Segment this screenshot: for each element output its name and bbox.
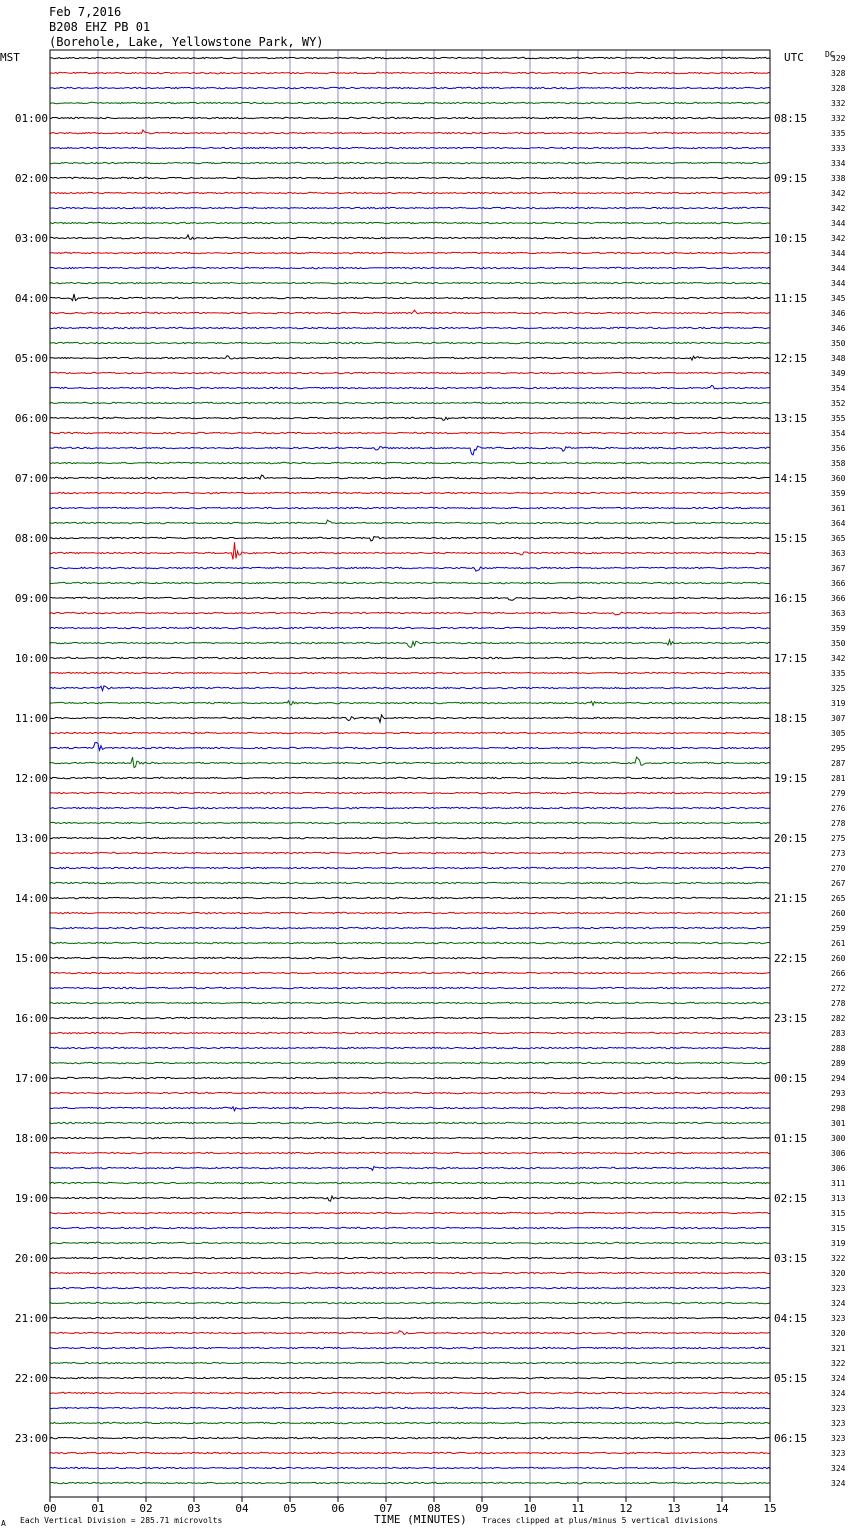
trace-line xyxy=(50,912,770,913)
trace-line xyxy=(50,1437,770,1438)
dc-offset-label: 324 xyxy=(831,1374,846,1383)
x-tick-label: 14 xyxy=(715,1502,729,1515)
dc-offset-label: 307 xyxy=(831,714,846,723)
dc-offset-label: 358 xyxy=(831,459,846,468)
trace-line xyxy=(50,1122,770,1123)
trace-line xyxy=(50,1331,770,1335)
dc-offset-label: 354 xyxy=(831,429,846,438)
trace-line xyxy=(50,942,770,943)
x-tick-label: 02 xyxy=(139,1502,153,1515)
dc-offset-label: 272 xyxy=(831,984,846,993)
dc-offset-label: 366 xyxy=(831,579,846,588)
trace-line xyxy=(50,235,770,239)
trace-line xyxy=(50,897,770,898)
dc-offset-labels xyxy=(831,54,846,1488)
trace-line xyxy=(50,252,770,253)
dc-offset-label: 332 xyxy=(831,114,846,123)
trace-line xyxy=(50,327,770,328)
x-tick-label: 07 xyxy=(379,1502,393,1515)
trace-line xyxy=(50,1362,770,1363)
x-tick-label: 00 xyxy=(43,1502,57,1515)
dc-offset-label: 315 xyxy=(831,1224,846,1233)
utc-hour-label: 15:15 xyxy=(774,532,808,545)
trace-line xyxy=(50,162,770,163)
trace-line xyxy=(50,507,770,508)
dc-offset-label: 320 xyxy=(831,1269,846,1278)
trace-line xyxy=(50,597,770,600)
dc-offset-label: 366 xyxy=(831,594,846,603)
dc-offset-label: 332 xyxy=(831,99,846,108)
mst-hour-label: 18:00 xyxy=(14,1132,48,1145)
trace-line xyxy=(50,1182,770,1183)
utc-hour-label: 06:15 xyxy=(774,1432,808,1445)
trace-line xyxy=(50,1017,770,1018)
scale-note: Each Vertical Division = 285.71 microvolts xyxy=(20,1516,223,1525)
mst-hour-label: 13:00 xyxy=(14,832,48,845)
dc-offset-label: 354 xyxy=(831,384,846,393)
trace-line xyxy=(50,1302,770,1303)
trace-line xyxy=(50,1166,770,1170)
x-tick-label: 10 xyxy=(523,1502,537,1515)
trace-line xyxy=(50,1422,770,1423)
trace-line xyxy=(50,732,770,733)
dc-offset-label: 349 xyxy=(831,369,846,378)
trace-line xyxy=(50,130,770,134)
trace-line xyxy=(50,807,770,808)
mst-hour-label: 02:00 xyxy=(14,172,48,185)
dc-offset-label: 289 xyxy=(831,1059,846,1068)
dc-offset-label: 283 xyxy=(831,1029,846,1038)
dc-offset-label: 278 xyxy=(831,999,846,1008)
dc-offset-label: 293 xyxy=(831,1089,846,1098)
mst-hour-label: 15:00 xyxy=(14,952,48,965)
dc-offset-label: 355 xyxy=(831,414,846,423)
dc-offset-label: 270 xyxy=(831,864,846,873)
dc-offset-label: 323 xyxy=(831,1449,846,1458)
utc-hour-label: 01:15 xyxy=(774,1132,808,1145)
trace-line xyxy=(50,715,770,722)
trace-line xyxy=(50,1377,770,1378)
trace-line xyxy=(50,222,770,223)
utc-hour-label: 08:15 xyxy=(774,112,808,125)
dc-offset-label: 259 xyxy=(831,924,846,933)
dc-offset-label: 359 xyxy=(831,624,846,633)
trace-line xyxy=(50,192,770,193)
seismic-traces xyxy=(50,57,770,1483)
dc-offset-label: 334 xyxy=(831,159,846,168)
mst-hour-label: 08:00 xyxy=(14,532,48,545)
trace-line xyxy=(50,1107,770,1111)
header-date: Feb 7,2016 xyxy=(49,5,122,19)
dc-offset-label: 321 xyxy=(831,1344,846,1353)
trace-line xyxy=(50,1392,770,1393)
trace-line xyxy=(50,462,770,463)
utc-hour-label: 09:15 xyxy=(774,172,808,185)
dc-offset-label: 323 xyxy=(831,1419,846,1428)
trace-line xyxy=(50,1407,770,1408)
trace-line xyxy=(50,852,770,853)
trace-line xyxy=(50,743,770,751)
dc-offset-label: 282 xyxy=(831,1014,846,1023)
trace-line xyxy=(50,372,770,373)
trace-line xyxy=(50,701,770,706)
trace-line xyxy=(50,777,770,778)
trace-line xyxy=(50,147,770,148)
dc-offset-label: 342 xyxy=(831,234,846,243)
dc-offset-label: 266 xyxy=(831,969,846,978)
utc-hour-label: 11:15 xyxy=(774,292,808,305)
utc-hour-label: 04:15 xyxy=(774,1312,808,1325)
trace-line xyxy=(50,1137,770,1138)
dc-offset-label: 311 xyxy=(831,1179,846,1188)
dc-offset-label: 322 xyxy=(831,1359,846,1368)
trace-line xyxy=(50,1482,770,1483)
trace-line xyxy=(50,627,770,628)
utc-hour-label: 14:15 xyxy=(774,472,808,485)
trace-line xyxy=(50,402,770,403)
dc-offset-label: 328 xyxy=(831,84,846,93)
dc-offset-label: 345 xyxy=(831,294,846,303)
trace-line xyxy=(50,1242,770,1243)
trace-line xyxy=(50,446,770,455)
x-tick-label: 12 xyxy=(619,1502,633,1515)
utc-hour-label: 00:15 xyxy=(774,1072,808,1085)
trace-line xyxy=(50,757,770,768)
trace-line xyxy=(50,1287,770,1288)
trace-line xyxy=(50,657,770,658)
trace-line xyxy=(50,837,770,838)
utc-hour-label: 20:15 xyxy=(774,832,808,845)
dc-offset-label: 363 xyxy=(831,549,846,558)
trace-line xyxy=(50,867,770,868)
dc-offset-label: 324 xyxy=(831,1299,846,1308)
mst-hour-label: 23:00 xyxy=(14,1432,48,1445)
trace-line xyxy=(50,342,770,343)
dc-offset-label: 365 xyxy=(831,534,846,543)
mst-hour-label: 05:00 xyxy=(14,352,48,365)
trace-line xyxy=(50,87,770,88)
dc-offset-label: 335 xyxy=(831,129,846,138)
utc-axis-title: UTC xyxy=(784,51,804,64)
mst-hour-labels xyxy=(15,112,48,1445)
dc-offset-label: 267 xyxy=(831,879,846,888)
dc-offset-label: 305 xyxy=(831,729,846,738)
trace-line xyxy=(50,582,770,583)
trace-line xyxy=(50,1002,770,1003)
trace-line xyxy=(50,117,770,118)
dc-offset-label: 298 xyxy=(831,1104,846,1113)
trace-line xyxy=(50,1452,770,1453)
trace-line xyxy=(50,612,770,615)
dc-offset-label: 359 xyxy=(831,489,846,498)
trace-line xyxy=(50,492,770,493)
trace-line xyxy=(50,640,770,647)
dc-offset-label: 328 xyxy=(831,69,846,78)
trace-line xyxy=(50,987,770,988)
dc-offset-label: 323 xyxy=(831,1434,846,1443)
trace-line xyxy=(50,537,770,542)
dc-offset-label: 329 xyxy=(831,54,846,63)
trace-line xyxy=(50,1257,770,1258)
dc-offset-label: 350 xyxy=(831,339,846,348)
dc-offset-label: 363 xyxy=(831,609,846,618)
x-tick-label: 15 xyxy=(763,1502,777,1515)
utc-hour-labels xyxy=(774,112,807,1445)
utc-hour-label: 22:15 xyxy=(774,952,808,965)
dc-offset-label: 279 xyxy=(831,789,846,798)
dc-offset-label: 323 xyxy=(831,1284,846,1293)
trace-line xyxy=(50,1032,770,1033)
trace-line xyxy=(50,1347,770,1348)
utc-hour-label: 10:15 xyxy=(774,232,808,245)
trace-line xyxy=(50,1152,770,1153)
mst-hour-label: 10:00 xyxy=(14,652,48,665)
dc-offset-label: 294 xyxy=(831,1074,846,1083)
dc-offset-label: 315 xyxy=(831,1209,846,1218)
trace-line xyxy=(50,282,770,283)
dc-offset-label: 273 xyxy=(831,849,846,858)
dc-offset-label: 324 xyxy=(831,1389,846,1398)
mst-hour-label: 04:00 xyxy=(14,292,48,305)
dc-column-title: DC xyxy=(825,50,835,59)
trace-line xyxy=(50,520,770,524)
trace-line xyxy=(50,1047,770,1048)
dc-offset-label: 306 xyxy=(831,1149,846,1158)
dc-offset-label: 260 xyxy=(831,954,846,963)
trace-line xyxy=(50,1272,770,1273)
mst-hour-label: 11:00 xyxy=(14,712,48,725)
x-tick-label: 03 xyxy=(187,1502,201,1515)
mst-axis-title: MST xyxy=(0,51,20,64)
dc-offset-label: 319 xyxy=(831,699,846,708)
dc-offset-label: 342 xyxy=(831,204,846,213)
trace-line xyxy=(50,310,770,313)
utc-hour-label: 23:15 xyxy=(774,1012,808,1025)
trace-line xyxy=(50,1092,770,1093)
header-station: B208 EHZ PB 01 xyxy=(49,20,151,34)
utc-hour-label: 05:15 xyxy=(774,1372,808,1385)
trace-line xyxy=(50,417,770,420)
mst-hour-label: 01:00 xyxy=(14,112,48,125)
utc-hour-label: 21:15 xyxy=(774,892,808,905)
mst-hour-label: 22:00 xyxy=(14,1372,48,1385)
x-tick-label: 01 xyxy=(91,1502,105,1515)
trace-line xyxy=(50,1212,770,1213)
mst-hour-label: 07:00 xyxy=(14,472,48,485)
mst-hour-label: 21:00 xyxy=(14,1312,48,1325)
utc-hour-label: 18:15 xyxy=(774,712,808,725)
dc-offset-label: 325 xyxy=(831,684,846,693)
corner-mark: A xyxy=(1,1519,6,1528)
trace-line xyxy=(50,475,770,479)
dc-offset-label: 356 xyxy=(831,444,846,453)
chart-header xyxy=(49,5,324,49)
trace-line xyxy=(50,386,770,390)
x-tick-label: 13 xyxy=(667,1502,681,1515)
dc-offset-label: 344 xyxy=(831,279,846,288)
dc-offset-label: 288 xyxy=(831,1044,846,1053)
x-tick-label: 05 xyxy=(283,1502,297,1515)
dc-offset-label: 364 xyxy=(831,519,846,528)
mst-hour-label: 19:00 xyxy=(14,1192,48,1205)
x-tick-label: 06 xyxy=(331,1502,345,1515)
mst-hour-label: 03:00 xyxy=(14,232,48,245)
dc-offset-label: 342 xyxy=(831,189,846,198)
utc-hour-label: 03:15 xyxy=(774,1252,808,1265)
trace-line xyxy=(50,1227,770,1228)
dc-offset-label: 338 xyxy=(831,174,846,183)
trace-line xyxy=(50,822,770,823)
dc-offset-label: 361 xyxy=(831,504,846,513)
dc-offset-label: 346 xyxy=(831,324,846,333)
utc-hour-label: 13:15 xyxy=(774,412,808,425)
header-location: (Borehole, Lake, Yellowstone Park, WY) xyxy=(49,35,324,49)
dc-offset-label: 301 xyxy=(831,1119,846,1128)
dc-offset-label: 260 xyxy=(831,909,846,918)
dc-offset-label: 333 xyxy=(831,144,846,153)
x-tick-label: 11 xyxy=(571,1502,585,1515)
dc-offset-label: 287 xyxy=(831,759,846,768)
utc-hour-label: 12:15 xyxy=(774,352,808,365)
dc-offset-label: 265 xyxy=(831,894,846,903)
trace-line xyxy=(50,102,770,103)
dc-offset-label: 324 xyxy=(831,1464,846,1473)
x-tick-label: 08 xyxy=(427,1502,441,1515)
dc-offset-label: 261 xyxy=(831,939,846,948)
trace-line xyxy=(50,294,770,301)
dc-offset-label: 322 xyxy=(831,1254,846,1263)
clip-note: Traces clipped at plus/minus 5 vertical divisions xyxy=(482,1516,719,1525)
trace-line xyxy=(50,672,770,673)
trace-line xyxy=(50,1467,770,1468)
trace-line xyxy=(50,1062,770,1063)
mst-hour-label: 20:00 xyxy=(14,1252,48,1265)
dc-offset-label: 323 xyxy=(831,1314,846,1323)
trace-line xyxy=(50,356,770,360)
trace-line xyxy=(50,542,770,559)
dc-offset-label: 306 xyxy=(831,1164,846,1173)
dc-offset-label: 335 xyxy=(831,669,846,678)
dc-offset-label: 344 xyxy=(831,249,846,258)
mst-hour-label: 14:00 xyxy=(14,892,48,905)
dc-offset-label: 319 xyxy=(831,1239,846,1248)
trace-line xyxy=(50,972,770,973)
trace-line xyxy=(50,432,770,433)
dc-offset-label: 344 xyxy=(831,219,846,228)
dc-offset-label: 344 xyxy=(831,264,846,273)
dc-offset-label: 342 xyxy=(831,654,846,663)
mst-hour-label: 09:00 xyxy=(14,592,48,605)
x-axis-title: TIME (MINUTES) xyxy=(374,1513,467,1526)
dc-offset-label: 324 xyxy=(831,1479,846,1488)
trace-line xyxy=(50,567,770,571)
trace-line xyxy=(50,57,770,58)
trace-line xyxy=(50,1196,770,1201)
trace-line xyxy=(50,957,770,958)
mst-hour-label: 12:00 xyxy=(14,772,48,785)
dc-offset-label: 278 xyxy=(831,819,846,828)
x-tick-label: 09 xyxy=(475,1502,489,1515)
dc-offset-label: 313 xyxy=(831,1194,846,1203)
dc-offset-label: 367 xyxy=(831,564,846,573)
trace-line xyxy=(50,267,770,268)
dc-offset-label: 348 xyxy=(831,354,846,363)
dc-offset-label: 360 xyxy=(831,474,846,483)
utc-hour-label: 19:15 xyxy=(774,772,808,785)
utc-hour-label: 17:15 xyxy=(774,652,808,665)
dc-offset-label: 275 xyxy=(831,834,846,843)
mst-hour-label: 16:00 xyxy=(14,1012,48,1025)
dc-offset-label: 300 xyxy=(831,1134,846,1143)
dc-offset-label: 350 xyxy=(831,639,846,648)
dc-offset-label: 346 xyxy=(831,309,846,318)
trace-line xyxy=(50,882,770,883)
trace-line xyxy=(50,792,770,793)
dc-offset-label: 281 xyxy=(831,774,846,783)
mst-hour-label: 06:00 xyxy=(14,412,48,425)
trace-line xyxy=(50,1317,770,1318)
dc-offset-label: 295 xyxy=(831,744,846,753)
trace-line xyxy=(50,686,770,691)
trace-line xyxy=(50,207,770,208)
dc-offset-label: 323 xyxy=(831,1404,846,1413)
x-tick-label: 04 xyxy=(235,1502,249,1515)
utc-hour-label: 02:15 xyxy=(774,1192,808,1205)
dc-offset-label: 320 xyxy=(831,1329,846,1338)
dc-offset-label: 352 xyxy=(831,399,846,408)
dc-offset-label: 276 xyxy=(831,804,846,813)
utc-hour-label: 16:15 xyxy=(774,592,808,605)
trace-line xyxy=(50,1077,770,1078)
trace-line xyxy=(50,927,770,928)
trace-line xyxy=(50,177,770,178)
trace-line xyxy=(50,72,770,73)
mst-hour-label: 17:00 xyxy=(14,1072,48,1085)
